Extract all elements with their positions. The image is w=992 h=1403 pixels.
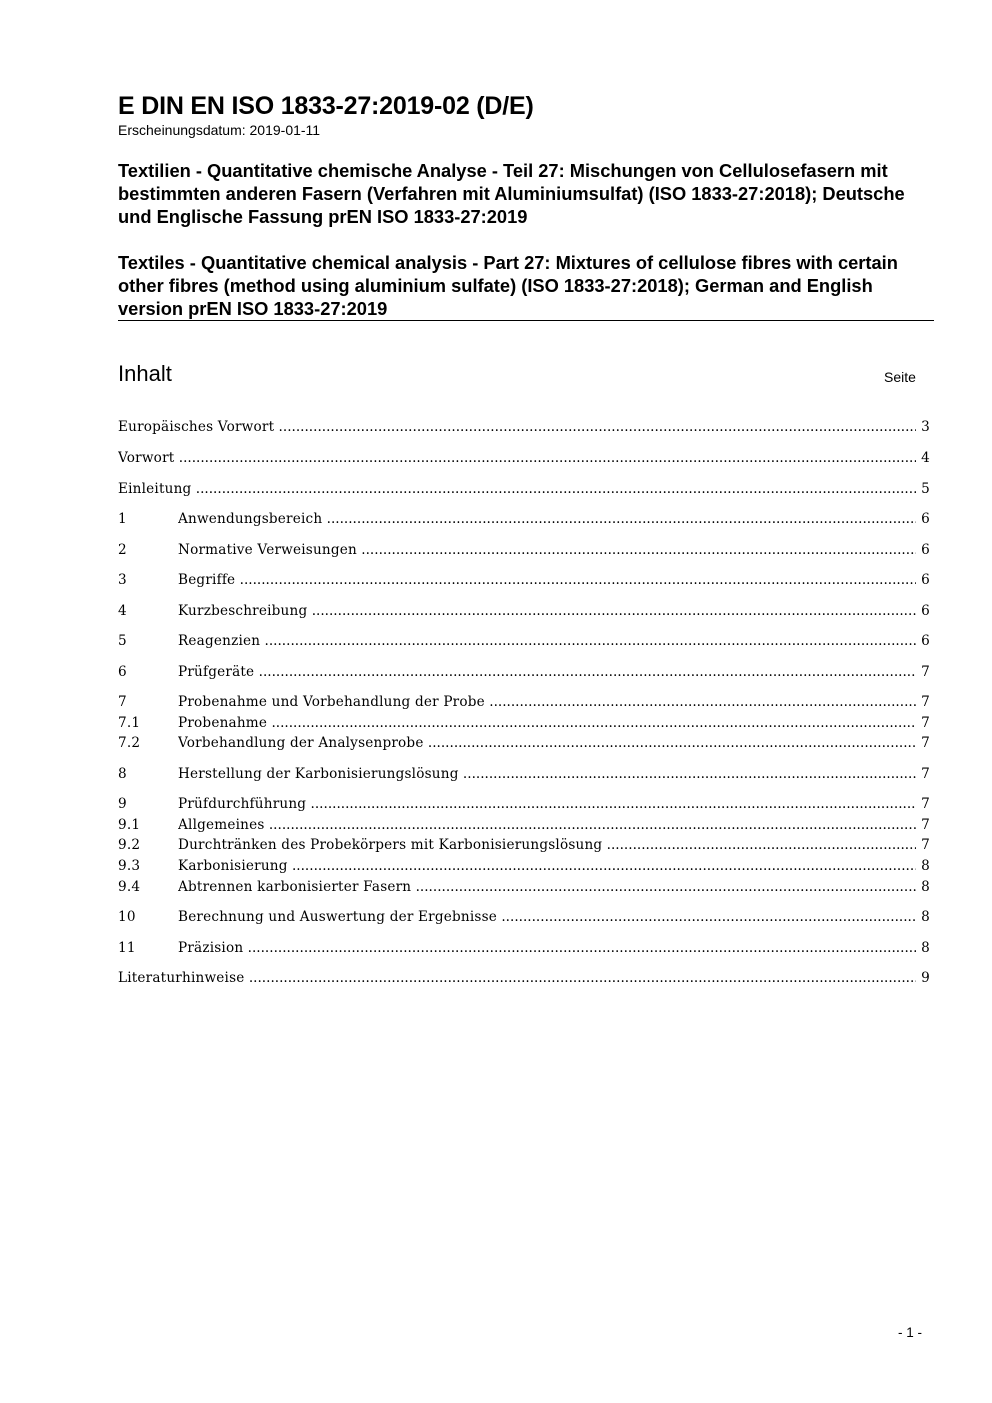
toc-entry-number: 2 bbox=[118, 542, 127, 558]
toc-entry-label: Vorwort ..... bbox=[118, 448, 916, 468]
toc-entry[interactable] bbox=[118, 448, 930, 468]
toc-entry-page: 7 bbox=[921, 735, 930, 751]
toc-entry-label: Abtrennen karbonisierter Fasern ..... bbox=[178, 877, 916, 897]
toc-entry[interactable] bbox=[118, 877, 930, 897]
toc-entry-page: 7 bbox=[921, 664, 930, 680]
title-divider bbox=[118, 320, 934, 321]
toc-entry-page: 6 bbox=[921, 511, 930, 527]
toc-entry[interactable] bbox=[118, 601, 930, 621]
title-english: Textiles - Quantitative chemical analysis - Part 27: Mixtures of cellulose fibres with certain other fibres (method using aluminium sulfate) (ISO 1833-27:2018); German and English version prEN ISO 1833-27:2019 bbox=[118, 252, 898, 319]
toc-entry-label: Berechnung und Auswertung der Ergebnisse ..... bbox=[178, 907, 916, 927]
toc-entry-label: Vorbehandlung der Analysenprobe ..... bbox=[178, 733, 916, 753]
toc-entry[interactable] bbox=[118, 509, 930, 529]
toc-entry-number: 1 bbox=[118, 511, 127, 527]
toc-entry-page: 9 bbox=[921, 970, 930, 986]
toc-entry-label: Reagenzien ..... bbox=[178, 631, 916, 651]
toc-entry[interactable] bbox=[118, 815, 930, 835]
toc-entry-number: 4 bbox=[118, 603, 127, 619]
toc-entry-number: 9 bbox=[118, 796, 127, 812]
toc-entry[interactable] bbox=[118, 570, 930, 590]
toc-entry-label: Normative Verweisungen ..... bbox=[178, 540, 916, 560]
toc-entry-page: 4 bbox=[921, 450, 930, 466]
toc-entry-page: 3 bbox=[921, 419, 930, 435]
toc-entry-number: 7 bbox=[118, 694, 127, 710]
toc-entry-label: Herstellung der Karbonisierungslösung ..... bbox=[178, 764, 916, 784]
toc-entry-number: 9.2 bbox=[118, 837, 141, 853]
toc-entry-label: Karbonisierung ..... bbox=[178, 856, 916, 876]
toc-entry-page: 6 bbox=[921, 603, 930, 619]
toc-entry[interactable] bbox=[118, 417, 930, 437]
toc-entry[interactable] bbox=[118, 938, 930, 958]
toc-entry[interactable] bbox=[118, 733, 930, 753]
toc-entry-page: 6 bbox=[921, 572, 930, 588]
toc-entry-number: 3 bbox=[118, 572, 127, 588]
document-id: E DIN EN ISO 1833-27:2019-02 (D/E) bbox=[118, 92, 534, 120]
toc-entry-page: 8 bbox=[921, 879, 930, 895]
toc-entry[interactable] bbox=[118, 540, 930, 560]
toc-entry-label: Allgemeines ..... bbox=[178, 815, 916, 835]
toc-entry-page: 7 bbox=[921, 837, 930, 853]
toc-entry-label: Durchtränken des Probekörpers mit Karbonisierungslösung ..... bbox=[178, 835, 916, 855]
toc-entry-label: Anwendungsbereich ..... bbox=[178, 509, 916, 529]
toc-entry-number: 9.4 bbox=[118, 879, 141, 895]
toc-entry[interactable] bbox=[118, 835, 930, 855]
toc-entry-page: 8 bbox=[921, 909, 930, 925]
toc-entry[interactable] bbox=[118, 794, 930, 814]
toc-page-column-label: Seite bbox=[884, 369, 916, 385]
toc-entry-page: 7 bbox=[921, 766, 930, 782]
toc-entry-page: 7 bbox=[921, 817, 930, 833]
toc-entry-page: 7 bbox=[921, 796, 930, 812]
toc-entry-label: Präzision ..... bbox=[178, 938, 916, 958]
toc-entry-number: 5 bbox=[118, 633, 127, 649]
title-german: Textilien - Quantitative chemische Analyse - Teil 27: Mischungen von Cellulosefasern mit bestimmten anderen Fasern (Verfahren mit Aluminiumsulfat) (ISO 1833-27:2018); Deutsche und Englische Fassung prEN ISO 1833-27:2019 bbox=[118, 160, 905, 227]
toc-entry-number: 10 bbox=[118, 909, 136, 925]
toc-entry-number: 9.1 bbox=[118, 817, 141, 833]
toc-entry-label: Prüfgeräte ..... bbox=[178, 662, 916, 682]
toc-entry-number: 7.2 bbox=[118, 735, 141, 751]
toc-entry[interactable] bbox=[118, 764, 930, 784]
toc-entry-label: Prüfdurchführung ..... bbox=[178, 794, 916, 814]
publication-date: Erscheinungsdatum: 2019-01-11 bbox=[118, 122, 321, 138]
toc-entry[interactable] bbox=[118, 662, 930, 682]
toc-entry-number: 6 bbox=[118, 664, 127, 680]
toc-entry-label: Einleitung ..... bbox=[118, 479, 916, 499]
toc-entry[interactable] bbox=[118, 479, 930, 499]
toc-entry-label: Begriffe ..... bbox=[178, 570, 916, 590]
toc-entry-label: Probenahme ..... bbox=[178, 713, 916, 733]
toc-entry-label: Literaturhinweise ..... bbox=[118, 968, 916, 988]
toc-entry[interactable] bbox=[118, 856, 930, 876]
toc-entry-number: 9.3 bbox=[118, 858, 141, 874]
toc-entry-page: 5 bbox=[921, 481, 930, 497]
toc-entry-page: 8 bbox=[921, 858, 930, 874]
toc-entry-page: 8 bbox=[921, 940, 930, 956]
toc-entry-page: 6 bbox=[921, 633, 930, 649]
toc-entry-label: Probenahme und Vorbehandlung der Probe ..... bbox=[178, 692, 916, 712]
toc-entry-page: 7 bbox=[921, 694, 930, 710]
toc-entry-page: 7 bbox=[921, 715, 930, 731]
toc-entry[interactable] bbox=[118, 692, 930, 712]
toc-entry[interactable] bbox=[118, 968, 930, 988]
toc-entry-label: Kurzbeschreibung ..... bbox=[178, 601, 916, 621]
toc-entry-number: 8 bbox=[118, 766, 127, 782]
toc-entry[interactable] bbox=[118, 713, 930, 733]
toc-entry-number: 11 bbox=[118, 940, 136, 956]
toc-heading: Inhalt bbox=[118, 361, 172, 386]
toc-entry-label: Europäisches Vorwort ..... bbox=[118, 417, 916, 437]
toc-entry-page: 6 bbox=[921, 542, 930, 558]
page-number: - 1 - bbox=[898, 1325, 923, 1340]
toc-entry[interactable] bbox=[118, 907, 930, 927]
toc-entry-number: 7.1 bbox=[118, 715, 141, 731]
toc-entry[interactable] bbox=[118, 631, 930, 651]
